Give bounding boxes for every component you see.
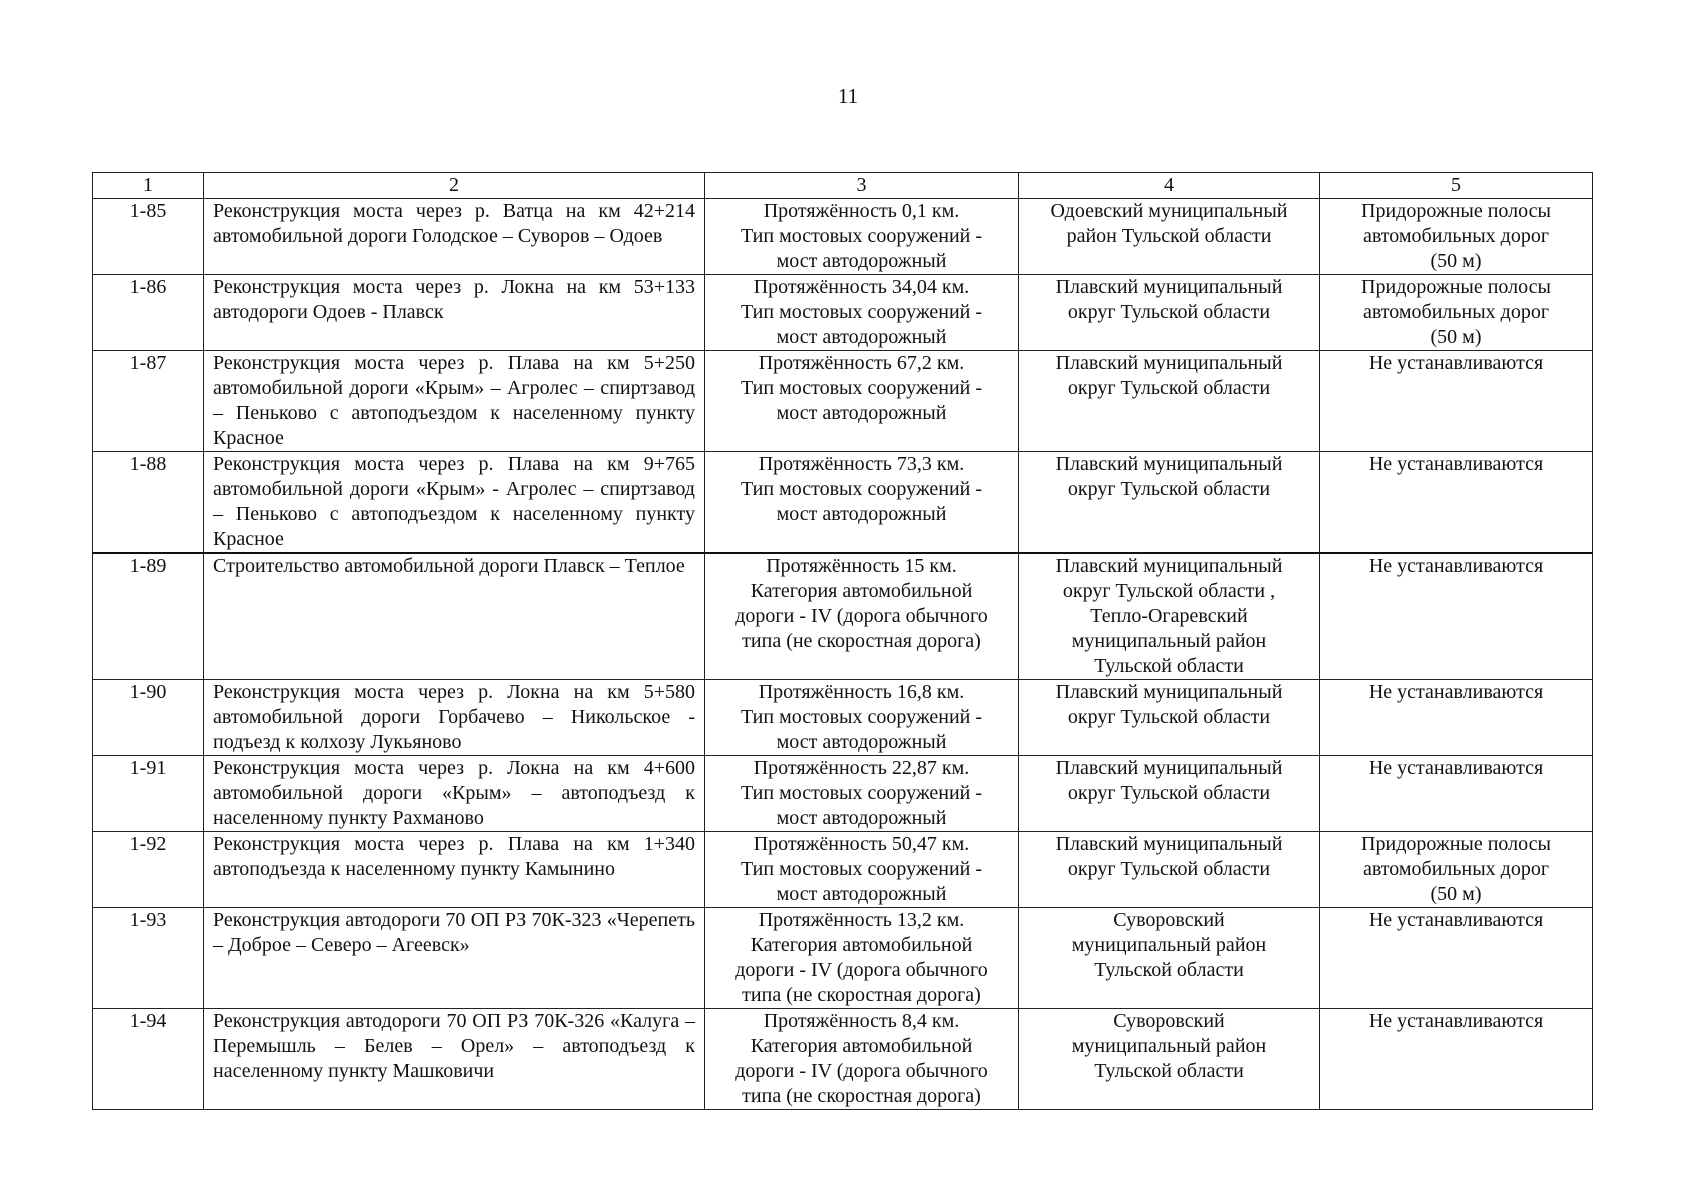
object-name: Реконструкция моста через р. Локна на км 5+580 автомобильной дороги Горбачево – Никольское - подъезд к колхозу Лукьяново <box>204 680 705 756</box>
column-header-1: 1 <box>93 173 204 199</box>
object-parameters-line: Протяжённость 0,1 км. <box>763 200 960 222</box>
table-row <box>93 553 1593 680</box>
object-parameters-line: Протяжённость 15 км. <box>766 555 957 577</box>
object-parameters-line: дороги - IV (дорога обычного <box>735 1060 988 1082</box>
object-zone-line: автомобильных дорог <box>1362 301 1550 323</box>
object-location-line: Плавский муниципальный <box>1055 555 1283 577</box>
object-location <box>1019 351 1320 452</box>
object-parameters-line: Категория автомобильной <box>750 1035 973 1057</box>
object-parameters-line: Протяжённость 16,8 км. <box>758 681 965 703</box>
table-body <box>93 199 1593 1110</box>
object-name: Реконструкция моста через р. Плава на км 9+765 автомобильной дороги «Крым» - Агролес – спиртзавод – Пеньково с автоподъездом к населенному пункту Красное <box>204 452 705 554</box>
object-zone-line: Придорожные полосы <box>1361 833 1551 855</box>
object-parameters-line: Протяжённость 13,2 км. <box>758 909 965 931</box>
object-parameters-line: мост автодорожный <box>776 250 947 272</box>
object-location-line: округ Тульской области <box>1067 858 1271 880</box>
object-location-line: Плавский муниципальный <box>1055 757 1283 779</box>
object-parameters-line: Тип мостовых сооружений - <box>740 377 983 399</box>
object-zone-line: Придорожные полосы <box>1361 200 1551 222</box>
object-parameters <box>705 908 1019 1009</box>
object-parameters-line: мост автодорожный <box>776 402 947 424</box>
object-name: Реконструкция моста через р. Ватца на км 42+214 автомобильной дороги Голодское – Суворов – Одоев <box>204 199 705 275</box>
column-header-2: 2 <box>204 173 705 199</box>
object-parameters-line: Категория автомобильной <box>750 580 973 602</box>
object-location-line: округ Тульской области , <box>1062 580 1276 602</box>
object-zone-line: Не устанавливаются <box>1368 453 1544 475</box>
object-parameters-line: Протяжённость 73,3 км. <box>758 453 965 475</box>
object-zone <box>1320 275 1593 351</box>
row-number: 1-85 <box>93 199 204 275</box>
object-name: Реконструкция моста через р. Локна на км 53+133 автодороги Одоев - Плавск <box>204 275 705 351</box>
object-location-line: Тепло-Огаревский <box>1090 605 1248 627</box>
object-parameters <box>705 832 1019 908</box>
object-location-line: муниципальный район <box>1071 1035 1267 1057</box>
object-location-line: Суворовский <box>1113 1010 1225 1032</box>
column-header-5: 5 <box>1320 173 1593 199</box>
object-location-line: Одоевский муниципальный <box>1050 200 1288 222</box>
object-zone-line: автомобильных дорог <box>1362 225 1550 247</box>
object-location-line: Тульской области <box>1094 655 1244 677</box>
row-number: 1-89 <box>93 553 204 680</box>
object-parameters-line: Тип мостовых сооружений - <box>740 301 983 323</box>
object-location-line: Тульской области <box>1094 959 1244 981</box>
object-zone-line: Не устанавливаются <box>1368 681 1544 703</box>
object-location-line: муниципальный район <box>1071 934 1267 956</box>
row-number: 1-94 <box>93 1009 204 1110</box>
row-number: 1-88 <box>93 452 204 554</box>
object-location-line: Плавский муниципальный <box>1055 276 1283 298</box>
row-number: 1-90 <box>93 680 204 756</box>
object-parameters-line: типа (не скоростная дорога) <box>742 630 981 652</box>
object-name: Реконструкция моста через р. Плава на км 1+340 автоподъезда к населенному пункту Камынино <box>204 832 705 908</box>
object-parameters-line: типа (не скоростная дорога) <box>742 984 981 1006</box>
object-zone <box>1320 908 1593 1009</box>
column-header-4: 4 <box>1019 173 1320 199</box>
table-row <box>93 1009 1593 1110</box>
object-name: Реконструкция автодороги 70 ОП РЗ 70К-323 «Черепеть – Доброе – Северо – Агеевск» <box>204 908 705 1009</box>
object-parameters-line: Протяжённость 34,04 км. <box>753 276 970 298</box>
object-zone-line: автомобильных дорог <box>1362 858 1550 880</box>
object-location <box>1019 756 1320 832</box>
object-parameters-line: типа (не скоростная дорога) <box>742 1085 981 1107</box>
object-parameters-line: Тип мостовых сооружений - <box>740 706 983 728</box>
object-location-line: Плавский муниципальный <box>1055 833 1283 855</box>
object-parameters-line: мост автодорожный <box>776 807 947 829</box>
object-location <box>1019 680 1320 756</box>
object-location-line: Плавский муниципальный <box>1055 352 1283 374</box>
object-zone-line: Не устанавливаются <box>1368 1010 1544 1032</box>
object-location-line: Суворовский <box>1113 909 1225 931</box>
object-zone <box>1320 452 1593 554</box>
object-parameters-line: Категория автомобильной <box>750 934 973 956</box>
object-zone <box>1320 756 1593 832</box>
object-parameters <box>705 275 1019 351</box>
object-parameters-line: мост автодорожный <box>776 326 947 348</box>
object-parameters-line: Протяжённость 67,2 км. <box>758 352 965 374</box>
object-zone <box>1320 832 1593 908</box>
object-location <box>1019 452 1320 554</box>
object-location-line: округ Тульской области <box>1067 377 1271 399</box>
object-location-line: муниципальный район <box>1071 630 1267 652</box>
object-zone-line: Не устанавливаются <box>1368 909 1544 931</box>
object-location-line: округ Тульской области <box>1067 478 1271 500</box>
object-location <box>1019 275 1320 351</box>
object-parameters-line: Тип мостовых сооружений - <box>740 858 983 880</box>
object-parameters-line: Тип мостовых сооружений - <box>740 782 983 804</box>
column-header-3: 3 <box>705 173 1019 199</box>
page-number: 11 <box>837 84 859 108</box>
row-number: 1-86 <box>93 275 204 351</box>
table-row <box>93 832 1593 908</box>
object-parameters-line: мост автодорожный <box>776 883 947 905</box>
object-zone-line: Не устанавливаются <box>1368 352 1544 374</box>
object-location <box>1019 1009 1320 1110</box>
object-parameters-line: мост автодорожный <box>776 731 947 753</box>
table-row <box>93 351 1593 452</box>
object-zone <box>1320 680 1593 756</box>
object-parameters-line: мост автодорожный <box>776 503 947 525</box>
row-number: 1-93 <box>93 908 204 1009</box>
object-parameters <box>705 756 1019 832</box>
table-row <box>93 908 1593 1009</box>
object-parameters-line: Тип мостовых сооружений - <box>740 225 983 247</box>
object-parameters-line: Протяжённость 22,87 км. <box>753 757 970 779</box>
object-parameters <box>705 452 1019 554</box>
row-number: 1-91 <box>93 756 204 832</box>
object-zone-line: (50 м) <box>1430 326 1482 348</box>
object-zone-line: (50 м) <box>1430 250 1482 272</box>
object-name: Реконструкция моста через р. Локна на км 4+600 автомобильной дороги «Крым» – автоподъезд к населенному пункту Рахманово <box>204 756 705 832</box>
object-zone <box>1320 553 1593 680</box>
object-parameters <box>705 1009 1019 1110</box>
table-row <box>93 680 1593 756</box>
object-zone <box>1320 199 1593 275</box>
object-zone <box>1320 351 1593 452</box>
object-parameters-line: дороги - IV (дорога обычного <box>735 959 988 981</box>
object-location <box>1019 832 1320 908</box>
object-location-line: район Тульской области <box>1066 225 1272 247</box>
table-row <box>93 452 1593 554</box>
object-parameters-line: Тип мостовых сооружений - <box>740 478 983 500</box>
object-location <box>1019 908 1320 1009</box>
objects-table <box>92 172 1593 1110</box>
object-zone-line: (50 м) <box>1430 883 1482 905</box>
object-location-line: округ Тульской области <box>1067 782 1271 804</box>
object-location-line: Плавский муниципальный <box>1055 453 1283 475</box>
row-number: 1-87 <box>93 351 204 452</box>
table-header-row <box>93 173 1593 199</box>
table-row <box>93 275 1593 351</box>
object-parameters <box>705 351 1019 452</box>
object-parameters <box>705 553 1019 680</box>
object-zone-line: Не устанавливаются <box>1368 757 1544 779</box>
object-zone-line: Придорожные полосы <box>1361 276 1551 298</box>
object-location <box>1019 199 1320 275</box>
object-parameters-line: дороги - IV (дорога обычного <box>735 605 988 627</box>
object-location-line: Тульской области <box>1094 1060 1244 1082</box>
object-name: Реконструкция автодороги 70 ОП РЗ 70К-326 «Калуга – Перемышль – Белев – Орел» – автоподъезд к населенному пункту Машковичи <box>204 1009 705 1110</box>
object-parameters-line: Протяжённость 50,47 км. <box>753 833 970 855</box>
object-location-line: округ Тульской области <box>1067 301 1271 323</box>
row-number: 1-92 <box>93 832 204 908</box>
object-parameters-line: Протяжённость 8,4 км. <box>763 1010 960 1032</box>
object-name: Строительство автомобильной дороги Плавск – Теплое <box>204 553 705 680</box>
object-zone <box>1320 1009 1593 1110</box>
table-row <box>93 756 1593 832</box>
object-parameters <box>705 199 1019 275</box>
object-location-line: округ Тульской области <box>1067 706 1271 728</box>
object-location-line: Плавский муниципальный <box>1055 681 1283 703</box>
object-zone-line: Не устанавливаются <box>1368 555 1544 577</box>
object-location <box>1019 553 1320 680</box>
object-name: Реконструкция моста через р. Плава на км 5+250 автомобильной дороги «Крым» – Агролес – спиртзавод – Пеньково с автоподъездом к населенному пункту Красное <box>204 351 705 452</box>
object-parameters <box>705 680 1019 756</box>
table-row <box>93 199 1593 275</box>
